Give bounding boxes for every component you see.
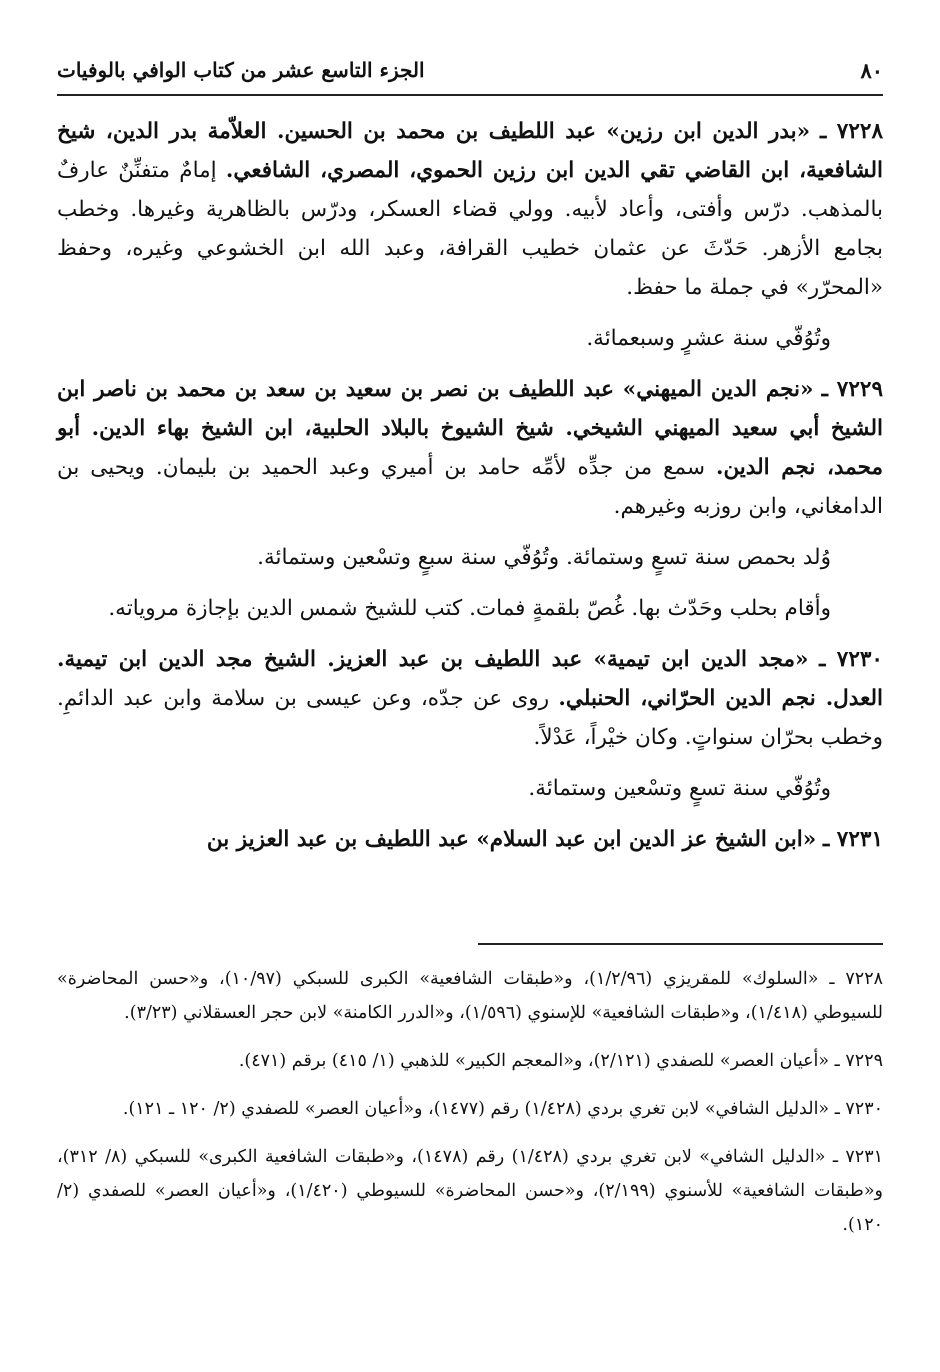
entry-paragraph: وأقام بحلب وحَدّث بها. غُصّ بلقمةٍ فمات. كتب للشيخ شمس الدين بإجازة مروياته.	[108, 596, 831, 621]
entry-text: سمع من جدِّه لأمِّه حامد بن أميري وعبد الحميد بن بليمان. ويحيى بن الدامغاني، وابن روزبه وغيرهم.	[57, 455, 883, 519]
entry-7229	[57, 370, 883, 526]
entry-heading: «بدر الدين ابن رزين» عبد اللطيف بن محمد بن الحسين. العلاّمة بدر الدين، شيخ الشافعية، ابن القاضي تقي الدين ابن رزين الحموي، المصري، الشافعي.	[57, 119, 883, 183]
footnote-7230: ٧٢٣٠ ـ «الدليل الشافي» لابن تغري بردي (١/٤٢٨) رقم (١٤٧٧)، و«أعيان العصر» للصفدي (٢/ ١٢٠ ـ ١٢١).	[122, 1099, 883, 1119]
main-text	[57, 112, 883, 871]
entry-number: ٧٢٣٠ ـ	[819, 647, 883, 672]
entry-7228	[57, 112, 883, 307]
entry-7230	[57, 640, 883, 757]
entry-text: إمامٌ متفنِّنٌ عارفٌ بالمذهب. درّس وأفتى، وأعاد لأبيه. وولي قضاء العسكر، ودرّس بالظاهرية وغيرها. وخطب بجامع الأزهر. حَدّثَ عن عثمان خطيب القرافة، وعبد الله ابن الخشوعي وغيره، وحفظ «المحرّر» في جملة ما حفظ.	[57, 158, 883, 300]
header-rule	[57, 94, 883, 96]
entry-paragraph: وتُوُفّي سنة تسعٍ وتسْعين وستمائة.	[528, 776, 831, 801]
entry-heading: «نجم الدين الميهني» عبد اللطيف بن نصر بن سعيد بن سعد بن محمد بن ناصر ابن الشيخ أبي سعيد الميهني الشيخي. شيخ الشيوخ بالبلاد الحلبية، ابن الشيخ بهاء الدين. أبو محمد، نجم الدين.	[57, 377, 883, 480]
entry-heading: «مجد الدين ابن تيمية» عبد اللطيف بن عبد العزيز. الشيخ مجد الدين ابن تيمية. العدل. نجم الدين الحرّاني، الحنبلي.	[57, 647, 883, 711]
entry-paragraph: وتُوُفّي سنة عشرٍ وسبعمائة.	[586, 326, 831, 351]
entry-number: ٧٢٢٨ ـ	[819, 119, 883, 144]
entry-7231	[57, 820, 883, 859]
entry-paragraph: وُلد بحمص سنة تسعٍ وستمائة. وتُوُفّي سنة سبعٍ وتسْعين وستمائة.	[257, 545, 831, 570]
footnote-rule	[478, 943, 883, 945]
entry-number: ٧٢٣١ ـ	[823, 827, 883, 852]
page-number: ٨٠	[860, 58, 883, 83]
entry-text: روى عن جدّه، وعن عيسى بن سلامة وابن عبد الدائمِ. وخطب بحرّان سنواتٍ. وكان خيْراً، عَدْلاً.	[57, 686, 883, 750]
footnote-7229: ٧٢٢٩ ـ «أعيان العصر» للصفدي (٢/١٢١)، و«المعجم الكبير» للذهبي (١/ ٤١٥) برقم (٤٧١).	[238, 1051, 883, 1071]
running-title: الجزء التاسع عشر من كتاب الوافي بالوفيات	[57, 58, 425, 82]
footnote-7228: ٧٢٢٨ ـ «السلوك» للمقريزي (١/٢/٩٦)، و«طبقات الشافعية» الكبرى للسبكي (١٠/٩٧)، و«حسن المحاضرة» للسيوطي (١/٤١٨)، و«طبقات الشافعية» للإسنوي (١/٥٩٦)، و«الدرر الكامنة» لابن حجر العسقلاني (٣/٢٣).	[57, 969, 883, 1023]
entry-number: ٧٢٢٩ ـ	[821, 377, 883, 402]
footnotes	[57, 962, 883, 1256]
running-header	[57, 52, 883, 92]
entry-heading: «ابن الشيخ عز الدين ابن عبد السلام» عبد اللطيف بن عبد العزيز بن	[206, 827, 817, 852]
footnote-7231: ٧٢٣١ ـ «الدليل الشافي» لابن تغري بردي (١/٤٢٨) رقم (١٤٧٨)، و«طبقات الشافعية الكبرى» للسبكي (٨/ ٣١٢)، و«طبقات الشافعية» للأسنوي (٢/١٩٩)، و«حسن المحاضرة» للسيوطي (١/٤٢٠)، و«أعيان العصر» للصفدي (٢/ ١٢٠).	[57, 1147, 883, 1235]
